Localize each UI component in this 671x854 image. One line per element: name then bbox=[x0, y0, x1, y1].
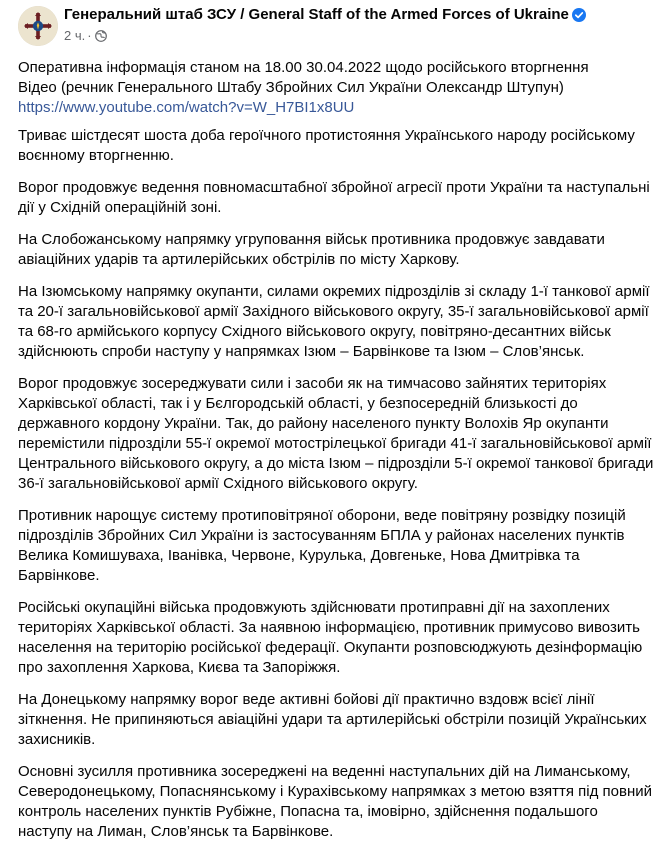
intro-line-1: Оперативна інформація станом на 18.00 30.04.2022 щодо російського вторгнення bbox=[18, 59, 589, 76]
post-paragraph: На Слобожанському напрямку угруповання військ противника продовжує завдавати авіаційних ударів та артилерійських обстрілів по місту Харкову. bbox=[18, 231, 605, 268]
post-paragraph: На Донецькому напрямку ворог веде активні бойові дії практично вздовж всієї лінії зіткнення. Не припиняються авіаційні удари та артилерійські обстріли позицій Українських захисників. bbox=[18, 691, 647, 748]
verified-badge-icon bbox=[572, 8, 586, 27]
intro-block bbox=[18, 58, 656, 118]
post-timestamp[interactable]: 2 ч. bbox=[64, 28, 86, 43]
post-meta bbox=[64, 28, 107, 45]
meta-separator: · bbox=[87, 28, 92, 43]
post-paragraph: Російські окупаційні війська продовжують здійснювати протиправні дії на захоплених територіях Харківської області. За наявною інформацією, противник примусово вивозить населення на територію російської федерації. Окупанти розповсюджують дезінформацію про захоплення Харкова, Києва та Запоріжжя. bbox=[18, 599, 643, 676]
avatar[interactable] bbox=[18, 6, 58, 46]
author-name[interactable]: Генеральний штаб ЗСУ / General Staff of the Armed Forces of Ukraine bbox=[64, 6, 569, 23]
post-header bbox=[18, 6, 658, 48]
post-paragraph: Триває шістдесят шоста доба героїчного протистояння Українського народу російському воєнному вторгненню. bbox=[18, 127, 635, 164]
post-body bbox=[18, 58, 656, 854]
post-paragraph: На Ізюмському напрямку окупанти, силами окремих підрозділів зі складу 1-ї танкової армії та 20-ї загальновійськової армії Західного військового округу, 35-ї загальновійськової армії та 68-го армійського корпусу Східного військового округу, повітряно-десантних військ здійснюють спроби наступу у напрямках Ізюм – Барвінкове та Ізюм – Слов’янськ. bbox=[18, 283, 650, 360]
post-paragraph: Противник нарощує систему протиповітряної оборони, веде повітряну розвідку позицій підрозділів Збройних Сил України із застосуванням БПЛА у районах населених пунктів Велика Комишуваха, Іванівка, Червоне, Курулька, Довгеньке, Нова Дмитрівка та Барвінкове. bbox=[18, 507, 626, 584]
post-paragraph: Ворог продовжує ведення повномасштабної збройної агресії проти України та наступальні дії у Східній операційній зоні. bbox=[18, 179, 650, 216]
post-paragraph: Ворог продовжує зосереджувати сили і засоби як на тимчасово зайнятих територіях Харківської області, так і у Бєлгородській області, у безпосередній близькості до державного кордону України. Так, до району населеного пункту Волохів Яр окупанти перемістили підрозділи 55-ї окремої мотострілецької бригади 41-ї загальновійськової армії Центрального військового округу, а до міста Ізюм – підрозділи 5-ї окремої танкової бригади 36-ї загальновійськової армії Східного військового округу. bbox=[18, 375, 654, 492]
post-paragraph: Основні зусилля противника зосереджені на веденні наступальних дій на Лиманському, Северодонецькому, Попаснянському і Курахівському напрямках з метою взяття під повний контроль населених пунктів Рубіжне, Попасна та, імовірно, здійснення подальшого наступу на Лиман, Слов’янськ та Барвінкове. bbox=[18, 763, 653, 840]
avatar-emblem bbox=[18, 6, 58, 46]
globe-icon[interactable] bbox=[95, 30, 107, 45]
intro-line-2: Відео (речник Генерального Штабу Збройних Сил України Олександр Штупун) bbox=[18, 79, 564, 96]
video-link[interactable]: https://www.youtube.com/watch?v=W_H7BI1x8UU bbox=[18, 99, 355, 116]
